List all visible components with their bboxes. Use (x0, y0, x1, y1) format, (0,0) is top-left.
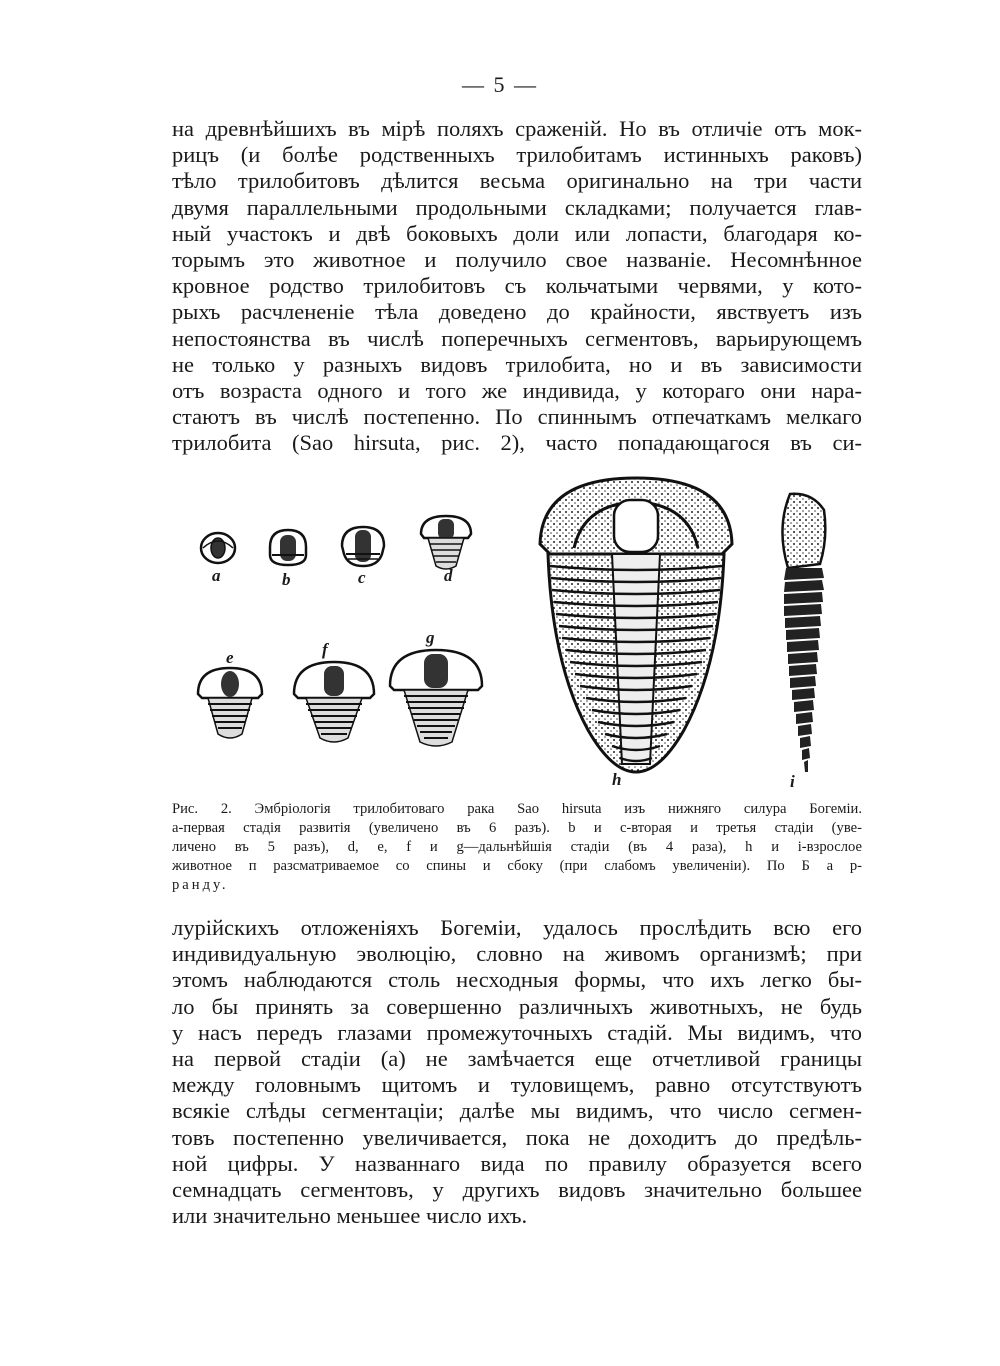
figure-label-d: d (444, 566, 453, 585)
text-line: рыхъ расчлененіе тѣла доведено до крайности, явствуетъ изъ (172, 299, 862, 325)
text-line: ный участокъ и двѣ боковыхъ доли или лопасти, благодаря ко- (172, 220, 862, 246)
text-line: товъ постепенно увеличивается, пока не доходитъ до предѣль- (172, 1124, 862, 1150)
text-line: или значительно меньшее число ихъ. (172, 1203, 528, 1229)
trilobite-stage-a (198, 530, 238, 566)
text-line: непостоянства въ числѣ поперечныхъ сегментовъ, варьирующемъ (172, 325, 862, 351)
text-line: на древнѣйшихъ въ мірѣ поляхъ сраженій. Но въ отличіе отъ мок- (172, 116, 862, 141)
caption-line: животное п разсматриваемое со спины и сбоку (при слабомъ увеличеніи). По Б а р- (172, 858, 862, 874)
figure-label-b: b (282, 570, 291, 589)
figure-label-e: e (226, 648, 234, 667)
text-line: кровное родство трилобитовъ съ кольчатыми червями, у кото- (172, 273, 862, 299)
figure-label-c: c (358, 568, 366, 587)
text-line: на первой стадіи (a) не замѣчается еще отчетливой границы (172, 1046, 862, 1072)
text-line: у насъ передъ глазами промежуточныхъ стадій. Мы видимъ, что (172, 1019, 862, 1045)
trilobite-stage-e (194, 664, 266, 742)
trilobite-stage-g (386, 646, 486, 748)
text-line: семнадцать сегментовъ, у другихъ видовъ значительно большее (172, 1177, 862, 1203)
text-line: двумя параллельными продольными складками; получается глав- (172, 194, 862, 220)
text-line: отъ возраста одного и того же индивида, у котораго они нара- (172, 378, 862, 404)
text-line: торымъ это животное и получило свое названіе. Несомнѣнное (172, 247, 862, 273)
text-line: ло бы принять за совершенно различныхъ животныхъ, не будь (172, 993, 862, 1019)
caption-line: a-первая стадія развитія (увеличено въ 6 разъ). b и c-вторая и третья стадіи (уве- (172, 820, 862, 836)
trilobite-adult-lateral (768, 488, 832, 778)
text-line: ной цифры. У названнаго вида по правилу образуется всего (172, 1150, 862, 1176)
text-line: лурійскихъ отложеніяхъ Богеміи, удалось прослѣдить всю его (172, 915, 862, 940)
text-line: индивидуальную эволюцію, словно на живомъ организмѣ; при (172, 941, 862, 967)
figure-label-f: f (322, 640, 328, 659)
text-line: всякіе слѣды сегментаціи; далѣе мы видимъ, что число сегмен- (172, 1098, 862, 1124)
trilobite-stage-f (290, 658, 378, 744)
figure-label-h: h (612, 770, 622, 789)
caption-line: Рис. 2. Эмбріологія трилобитоваго рака Sao hirsuta изъ нижняго силура Богеміи. (172, 801, 862, 817)
text-line: этомъ наблюдаются столь несходныя формы, что ихъ легко бы- (172, 967, 862, 993)
text-line: между головнымъ щитомъ и туловищемъ, равно отсутствуютъ (172, 1072, 862, 1098)
text-line: трилобита (Sao hirsuta, рис. 2), часто попадающагося въ си- (172, 430, 862, 456)
text-line: не только у разныхъ видовъ трилобита, но и въ зависимости (172, 351, 862, 377)
figure-label-a: a (212, 566, 221, 585)
trilobite-stage-d (418, 514, 474, 572)
top-paragraph (172, 116, 862, 457)
text-line: тѣло трилобитовъ дѣлится весьма оригинально на три части (172, 168, 862, 194)
text-line: рицъ (и болѣе родственныхъ трилобитамъ истинныхъ раковъ) (172, 142, 862, 168)
trilobite-stage-c (338, 524, 388, 570)
page-number: — 5 — (462, 72, 538, 97)
caption-line: ранду. (172, 877, 229, 893)
bottom-paragraph (172, 915, 862, 1229)
trilobite-adult-dorsal (534, 474, 738, 774)
figure-label-i: i (790, 772, 795, 791)
text-line: стаютъ въ числѣ постепенно. По спиннымъ отпечаткамъ мелкаго (172, 404, 862, 430)
figure-caption (172, 800, 862, 895)
figure-label-g: g (426, 628, 435, 647)
caption-line: личено въ 5 разъ), d, e, f и g—дальнѣйшія стадіи (въ 4 раза), h и i-взрослое (172, 839, 862, 855)
trilobite-stage-b (266, 527, 310, 569)
trilobite-figure (172, 472, 862, 792)
